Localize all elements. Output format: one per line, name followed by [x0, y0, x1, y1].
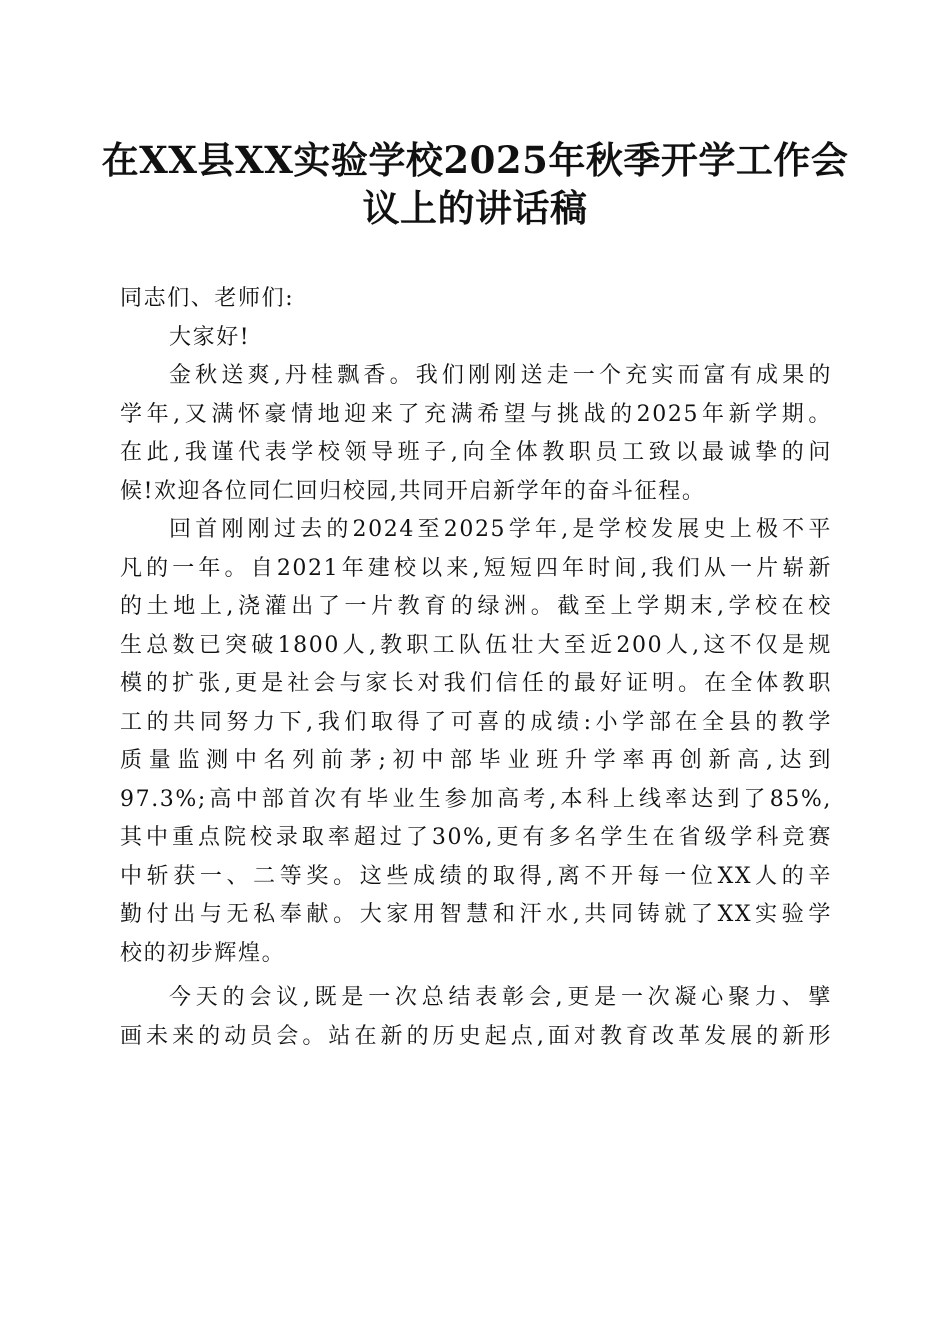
title-line-2: 议上的讲话稿	[362, 186, 588, 230]
paragraph-line: 凡的一年。自2021年建校以来,短短四年时间,我们从一片崭新	[120, 555, 832, 581]
salutation: 同志们、老师们:	[120, 286, 295, 311]
paragraph-line: 今天的会议,既是一次总结表彰会,更是一次凝心聚力、擘	[169, 985, 832, 1010]
paragraph-line: 的土地上,浇灌出了一片教育的绿洲。截至上学期末,学校在校	[120, 594, 832, 619]
paragraph-line: 其中重点院校录取率超过了30%,更有多名学生在省级学科竞赛	[120, 825, 832, 850]
paragraph-line: 在此,我谨代表学校领导班子,向全体教职员工致以最诚挚的问	[120, 440, 832, 465]
paragraph-line: 回首刚刚过去的2024至2025学年,是学校发展史上极不平	[169, 517, 832, 542]
paragraph-line: 工的共同努力下,我们取得了可喜的成绩:小学部在全县的教学	[120, 709, 832, 735]
greeting: 大家好!	[169, 324, 251, 350]
paragraph-1	[120, 357, 832, 511]
paragraph-line: 质量监测中名列前茅;初中部毕业班升学率再创新高,达到	[120, 748, 832, 773]
paragraph-2	[120, 511, 832, 973]
paragraph-line: 勤付出与无私奉献。大家用智慧和汗水,共同铸就了XX实验学	[120, 902, 832, 927]
paragraph-line: 画未来的动员会。站在新的历史起点,面对教育改革发展的新形	[120, 1023, 832, 1049]
paragraph-line: 候!欢迎各位同仁回归校园,共同开启新学年的奋斗征程。	[120, 478, 706, 504]
paragraph-line: 金秋送爽,丹桂飘香。我们刚刚送走一个充实而富有成果的	[169, 363, 832, 388]
document-title	[100, 136, 850, 232]
document-body	[120, 280, 832, 1056]
paragraph-line: 模的扩张,更是社会与家长对我们信任的最好证明。在全体教职	[120, 671, 832, 696]
paragraph-line: 生总数已突破1800人,教职工队伍壮大至近200人,这不仅是规	[120, 632, 832, 658]
paragraph-line: 97.3%;高中部首次有毕业生参加高考,本科上线率达到了85%,	[120, 786, 832, 812]
paragraph-line: 校的初步辉煌。	[120, 940, 286, 966]
title-line-1: 在XX县XX实验学校2025年秋季开学工作会	[101, 138, 849, 182]
paragraph-line: 中斩获一、二等奖。这些成绩的取得,离不开每一位XX人的辛	[120, 863, 832, 889]
paragraph-3	[120, 979, 832, 1056]
paragraph-line: 学年,又满怀豪情地迎来了充满希望与挑战的2025年新学期。	[120, 401, 832, 427]
